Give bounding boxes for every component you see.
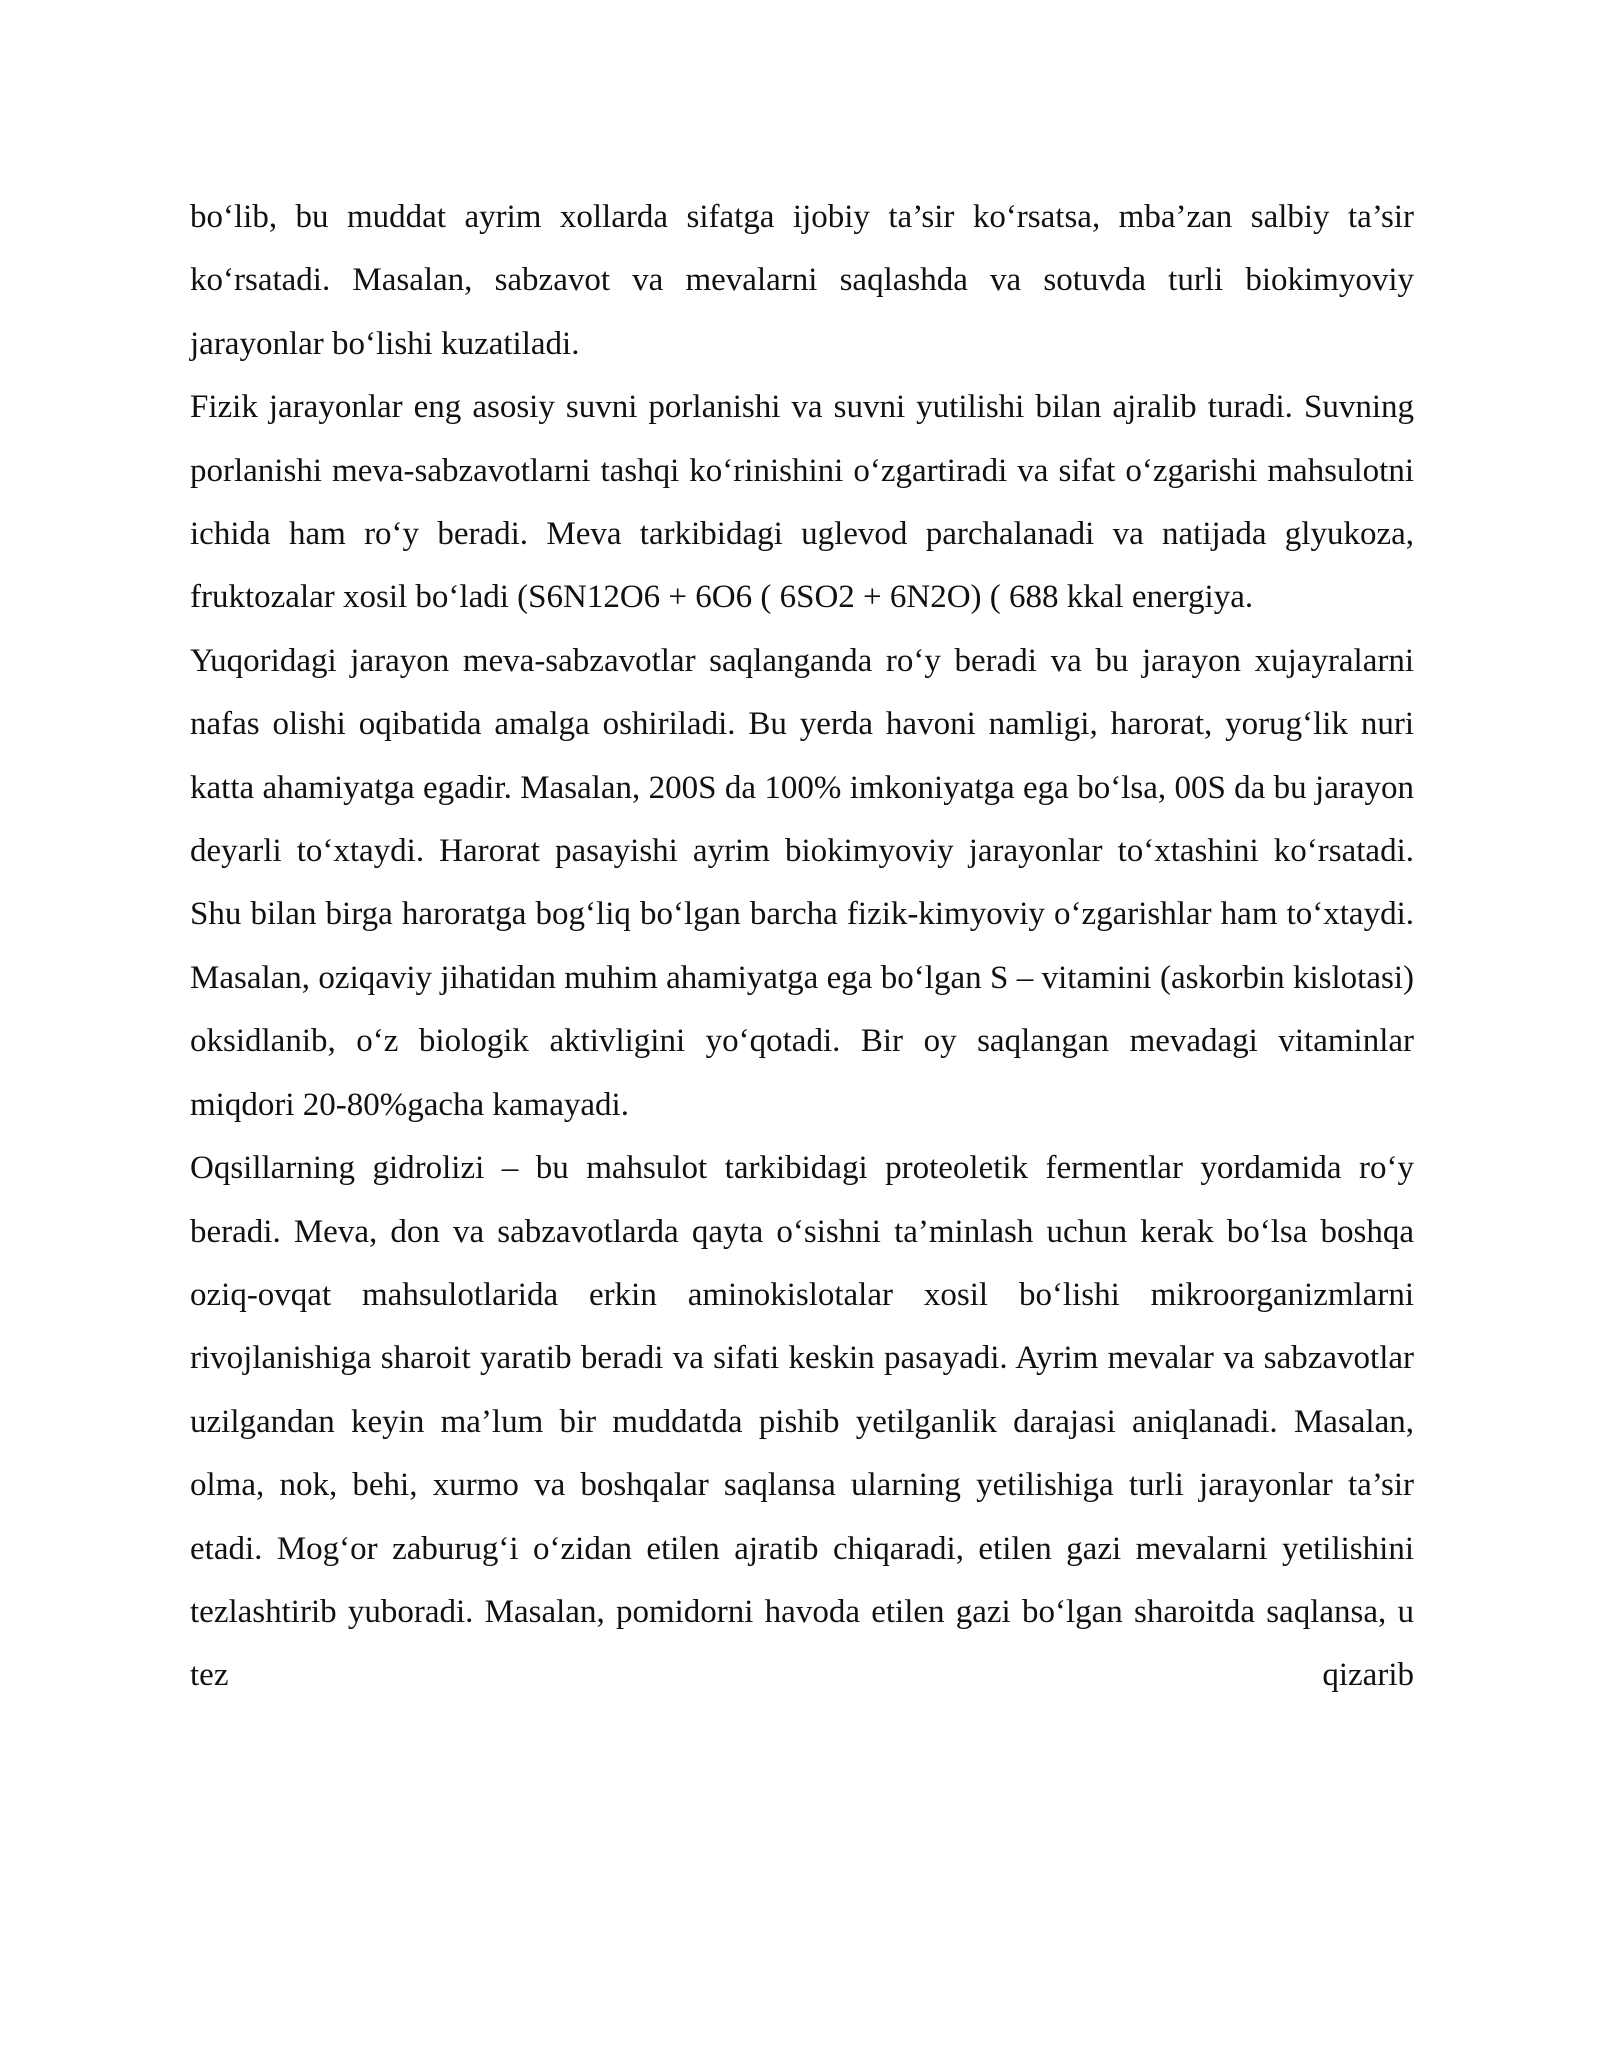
paragraph-1: bo‘lib, bu muddat ayrim xollarda sifatga ijobiy ta’sir ko‘rsatsa, mba’zan salbiy ta’sir ko‘rsatadi. Masalan, sabzavot va mevalarni saqlashda va sotuvda turli biokimyoviy jarayonlar bo‘lishi kuzatiladi. <box>190 199 1414 362</box>
body-text <box>190 186 1414 1708</box>
paragraph-3: Yuqoridagi jarayon meva-sabzavotlar saqlanganda ro‘y beradi va bu jarayon xujayralarni nafas olishi oqibatida amalga oshiriladi. Bu yerda havoni namligi, harorat, yorug‘lik nuri katta ahamiyatga egadir. Masalan, 200S da 100% imkoniyatga ega bo‘lsa, 00S da bu jarayon deyarli to‘xtaydi. Harorat pasayishi ayrim biokimyoviy jarayonlar to‘xtashini ko‘rsatadi. Shu bilan birga haroratga bog‘liq bo‘lgan barcha fizik-kimyoviy o‘zgarishlar ham to‘xtaydi. Masalan, oziqaviy jihatidan muhim ahamiyatga ega bo‘lgan S – vitamini (askorbin kislotasi) oksidlanib, o‘z biologik aktivligini yo‘qotadi. Bir oy saqlangan mevadagi vitaminlar miqdori 20-80%gacha kamayadi. <box>190 642 1414 1123</box>
paragraph-4: Oqsillarning gidrolizi – bu mahsulot tarkibidagi proteoletik fermentlar yordamida ro‘y beradi. Meva, don va sabzavotlarda qayta o‘sishni ta’minlash uchun kerak bo‘lsa boshqa oziq-ovqat mahsulotlarida erkin aminokislotalar xosil bo‘lishi mikroorganizmlarni rivojlanishiga sharoit yaratib beradi va sifati keskin pasayadi. Ayrim mevalar va sabzavotlar uzilgandan keyin ma’lum bir muddatda pishib yetilganlik darajasi aniqlanadi. Masalan, olma, nok, behi, xurmo va boshqalar saqlansa ularning yetilishiga turli jarayonlar ta’sir etadi. Mog‘or zaburug‘i o‘zidan etilen ajratib chiqaradi, etilen gazi mevalarni yetilishini tezlashtirib yuboradi. Masalan, pomidorni havoda etilen gazi bo‘lgan sharoitda saqlansa, u tez qizarib <box>190 1150 1414 1694</box>
paragraph-2: Fizik jarayonlar eng asosiy suvni porlanishi va suvni yutilishi bilan ajralib turadi. Suvning porlanishi meva-sabzavotlarni tashqi ko‘rinishini o‘zgartiradi va sifat o‘zgarishi mahsulotni ichida ham ro‘y beradi. Meva tarkibidagi uglevod parchalanadi va natijada glyukoza, fruktozalar xosil bo‘ladi (S6N12O6 + 6O6 ( 6SO2 + 6N2O) ( 688 kkal energiya. <box>190 389 1414 616</box>
